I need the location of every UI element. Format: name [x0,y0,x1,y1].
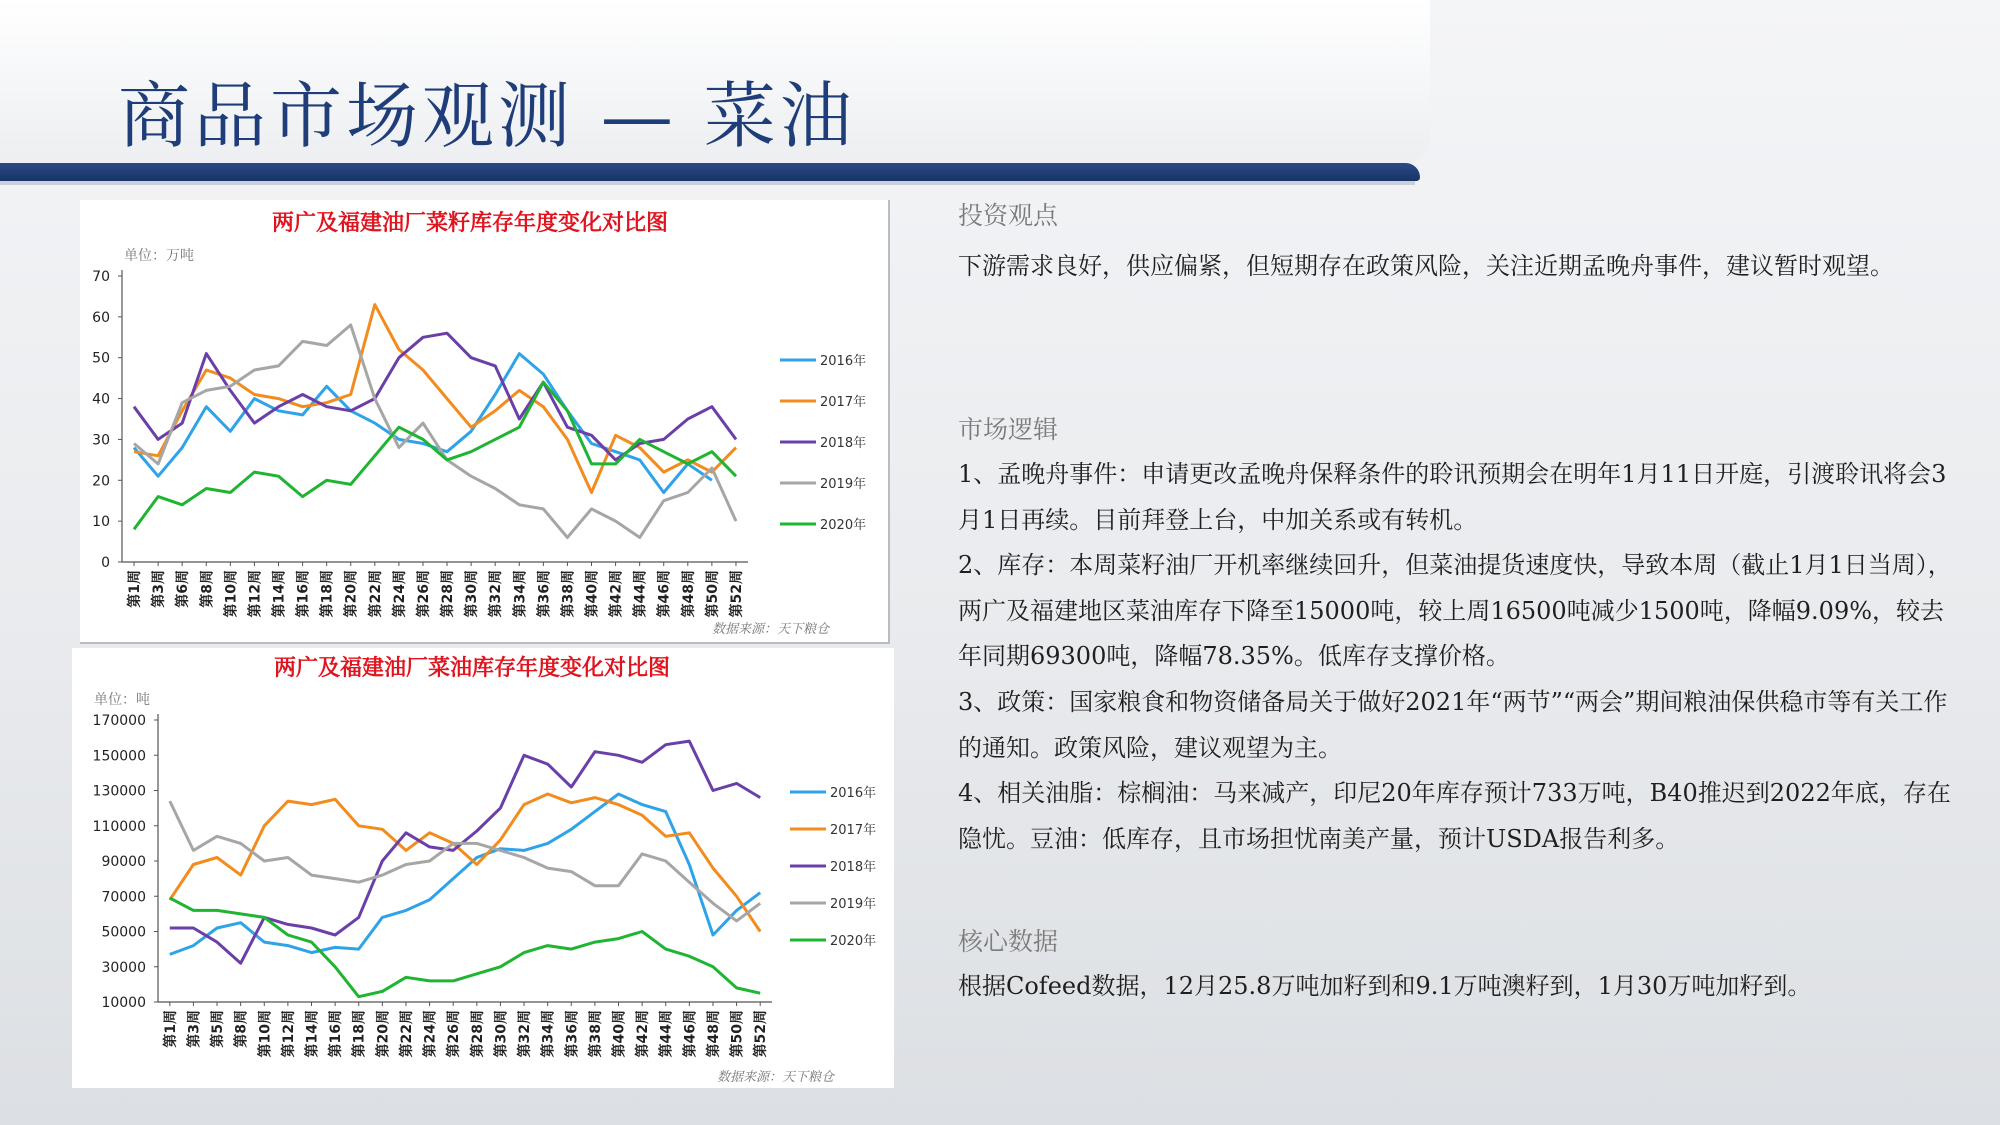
x-tick-label: 第26周 [415,570,432,618]
x-tick-label: 第34周 [540,1010,557,1058]
x-tick-label: 第16周 [328,1010,345,1058]
x-tick-label: 第6周 [175,570,192,608]
y-tick-label: 40 [92,391,110,408]
core-data-heading: 核心数据 [958,927,1059,956]
core-data-text: 根据Cofeed数据，12月25.8万吨加籽到和9.1万吨澳籽到，1月30万吨加籽到。 [958,972,1812,1000]
unit-label: 单位：万吨 [124,248,194,264]
investment-view-heading: 投资观点 [958,201,1059,230]
x-tick-label: 第26周 [446,1010,463,1058]
x-tick-label: 第36周 [564,1010,581,1058]
legend-label: 2019年 [820,477,867,492]
x-tick-label: 第44周 [658,1010,675,1058]
x-tick-label: 第42周 [635,1010,652,1058]
x-tick-label: 第52周 [728,570,745,618]
legend-label: 2016年 [830,786,877,801]
x-tick-label: 第30周 [464,570,481,618]
legend-label: 2018年 [830,860,877,875]
x-tick-label: 第50周 [729,1010,746,1058]
market-logic-point-3: 3、政策：国家粮食和物资储备局关于做好2021年“两节”“两会”期间粮油保供稳市等有关工作的通知。政策风险，建议观望为主。 [958,688,1948,762]
title-underline-shadow [0,181,1415,185]
series-line-2017年 [170,794,760,932]
x-tick-label: 第8周 [199,570,216,608]
market-logic-heading: 市场逻辑 [958,415,1059,444]
y-tick-label: 0 [101,555,110,571]
y-tick-label: 70 [92,269,110,285]
x-tick-label: 第28周 [440,570,457,618]
rapeseed-stock-chart-panel [80,200,890,644]
y-tick-label: 70000 [101,889,146,906]
title-underline-bar [0,163,1420,181]
series-line-2019年 [134,325,736,538]
x-tick-label: 第3周 [186,1010,203,1048]
x-tick-label: 第48周 [705,1010,722,1058]
legend-label: 2017年 [830,823,877,838]
chart-title: 两广及福建油厂菜籽库存年度变化对比图 [271,210,669,236]
source-label: 数据来源：天下粮仓 [717,1070,835,1085]
x-tick-label: 第32周 [488,570,505,618]
x-tick-label: 第32周 [517,1010,534,1058]
x-tick-label: 第10周 [223,570,240,618]
x-tick-label: 第12周 [280,1010,297,1058]
x-tick-label: 第10周 [257,1010,274,1058]
x-tick-label: 第14周 [304,1010,321,1058]
x-tick-label: 第48周 [680,570,697,618]
y-tick-label: 110000 [92,818,146,835]
x-tick-label: 第42周 [608,570,625,618]
x-tick-label: 第50周 [704,570,721,618]
x-tick-label: 第46周 [656,570,673,618]
x-tick-label: 第20周 [375,1010,392,1058]
x-tick-label: 第3周 [151,570,168,608]
x-tick-label: 第14周 [271,570,288,618]
x-tick-label: 第22周 [367,570,384,618]
series-line-2017年 [134,305,736,493]
rapeseed-stock-chart [80,200,888,642]
x-tick-label: 第30周 [493,1010,510,1058]
y-tick-label: 170000 [92,713,146,729]
x-tick-label: 第20周 [343,570,360,618]
unit-label: 单位：吨 [94,692,150,708]
y-tick-label: 130000 [92,783,146,800]
y-tick-label: 50 [92,350,110,367]
x-tick-label: 第8周 [233,1010,250,1048]
x-tick-label: 第22周 [398,1010,415,1058]
legend-label: 2020年 [830,934,877,949]
x-tick-label: 第12周 [247,570,264,618]
x-tick-label: 第24周 [422,1010,439,1058]
market-logic-point-2: 2、库存：本周菜籽油厂开机率继续回升，但菜油提货速度快，导致本周（截止1月1日当周），两广及福建地区菜油库存下降至15000吨，较上周16500吨减少1500吨，降幅9.09%，较去年同期69300吨，降幅78.35%。低库存支撑价格。 [958,551,1952,670]
x-tick-label: 第40周 [611,1010,628,1058]
x-tick-label: 第1周 [162,1010,179,1048]
x-tick-label: 第28周 [469,1010,486,1058]
y-tick-label: 10000 [101,995,146,1011]
legend-label: 2017年 [820,395,867,410]
x-tick-label: 第5周 [210,1010,227,1048]
y-tick-label: 20 [92,473,110,490]
y-tick-label: 30000 [101,959,146,976]
legend-label: 2020年 [820,518,867,533]
y-tick-label: 150000 [92,748,146,765]
x-tick-label: 第24周 [391,570,408,618]
y-tick-label: 60 [92,309,110,326]
y-tick-label: 90000 [101,854,146,870]
y-tick-label: 10 [92,514,110,531]
series-line-2019年 [170,801,760,921]
x-tick-label: 第40周 [584,570,601,618]
x-tick-label: 第1周 [127,570,144,608]
x-tick-label: 第16周 [295,570,312,618]
x-tick-label: 第38周 [560,570,577,618]
y-tick-label: 30 [92,432,110,449]
investment-view-text: 下游需求良好，供应偏紧，但短期存在政策风险，关注近期孟晚舟事件，建议暂时观望。 [958,252,1894,280]
legend-label: 2019年 [830,897,877,912]
source-label: 数据来源：天下粮仓 [712,622,830,637]
series-line-2020年 [170,898,760,997]
market-logic-point-1: 1、孟晚舟事件：申请更改孟晚舟保释条件的聆讯预期会在明年1月11日开庭，引渡聆讯将会3月1日再续。目前拜登上台，中加关系或有转机。 [958,460,1947,534]
rapeseed-oil-stock-chart-panel [72,648,894,1088]
legend-label: 2018年 [820,436,867,451]
chart-title: 两广及福建油厂菜油库存年度变化对比图 [273,655,671,681]
legend-label: 2016年 [820,354,867,369]
x-tick-label: 第34周 [512,570,529,618]
y-tick-label: 50000 [101,924,146,941]
x-tick-label: 第46周 [682,1010,699,1058]
rapeseed-oil-stock-chart [72,648,894,1088]
x-tick-label: 第52周 [753,1010,770,1058]
market-logic-point-4: 4、相关油脂：棕榈油：马来减产，印尼20年库存预计733万吨，B40推迟到2022年底，存在隐忧。豆油：低库存，且市场担忧南美产量，预计USDA报告利多。 [958,779,1951,853]
x-tick-label: 第36周 [536,570,553,618]
x-tick-label: 第18周 [319,570,336,618]
x-tick-label: 第18周 [351,1010,368,1058]
x-tick-label: 第44周 [632,570,649,618]
page-title: 商品市场观测 — 菜油 [118,74,856,158]
x-tick-label: 第38周 [587,1010,604,1058]
